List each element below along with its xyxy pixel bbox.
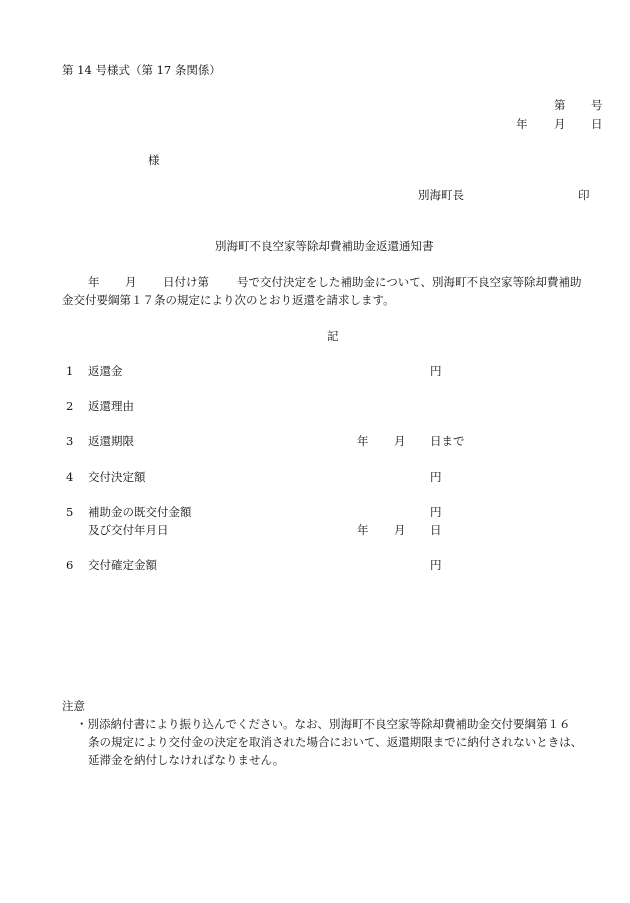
item-1-unit: 円 <box>430 364 442 378</box>
item-4-unit: 円 <box>430 470 442 484</box>
form-number: 第 14 号様式（第 17 条関係） <box>62 63 221 77</box>
item-4-number: 4 <box>66 470 74 484</box>
body-line1-rest: 号で交付決定をした補助金について、別海町不良空家等除却費補助 <box>237 275 582 289</box>
item-1-number: 1 <box>66 364 74 378</box>
notes-heading: 注意 <box>62 699 85 713</box>
doc-number-dai: 第 <box>554 98 566 112</box>
issuer-title: 別海町長 <box>418 188 464 202</box>
item-5-unit: 円 <box>430 505 442 519</box>
item-3-number: 3 <box>66 434 74 448</box>
item-2-label: 返還理由 <box>88 399 134 413</box>
notes-line-3: 延滞金を納付しなければなりません。 <box>88 753 285 767</box>
body-year: 年 <box>88 275 100 289</box>
date-month: 月 <box>554 117 566 131</box>
addressee-sama: 様 <box>148 153 160 167</box>
item-5-number: 5 <box>66 505 74 519</box>
date-year: 年 <box>516 117 528 131</box>
issuer-seal: 印 <box>578 188 590 202</box>
item-6-number: 6 <box>66 558 74 572</box>
item-3-year: 年 <box>357 434 369 448</box>
document-title: 別海町不良空家等除却費補助金返還通知書 <box>215 239 434 253</box>
item-5-year: 年 <box>357 523 369 537</box>
ki-heading: 記 <box>327 329 339 343</box>
doc-number-go: 号 <box>591 98 603 112</box>
item-3-label: 返還期限 <box>88 434 134 448</box>
notes-line-1: ・別添納付書により振り込んでください。なお、別海町不良空家等除却費補助金交付要綱第１６ <box>76 717 571 731</box>
item-5-day: 日 <box>430 523 442 537</box>
item-5-label2: 及び交付年月日 <box>88 523 169 537</box>
body-day-dai: 日付け第 <box>163 275 209 289</box>
item-5-label: 補助金の既交付金額 <box>88 505 192 519</box>
notes-line-2: 条の規定により交付金の決定を取消された場合において、返還期限までに納付されないときは、 <box>88 735 583 749</box>
item-3-unit: 日まで <box>430 434 465 448</box>
item-2-number: 2 <box>66 399 74 413</box>
body-month: 月 <box>125 275 137 289</box>
item-6-label: 交付確定金額 <box>88 558 157 572</box>
item-5-month: 月 <box>394 523 406 537</box>
date-day: 日 <box>591 117 603 131</box>
body-line2: 金交付要綱第１７条の規定により次のとおり返還を請求します。 <box>62 293 395 307</box>
item-6-unit: 円 <box>430 558 442 572</box>
item-3-month: 月 <box>394 434 406 448</box>
item-1-label: 返還金 <box>88 364 123 378</box>
item-4-label: 交付決定額 <box>88 470 146 484</box>
